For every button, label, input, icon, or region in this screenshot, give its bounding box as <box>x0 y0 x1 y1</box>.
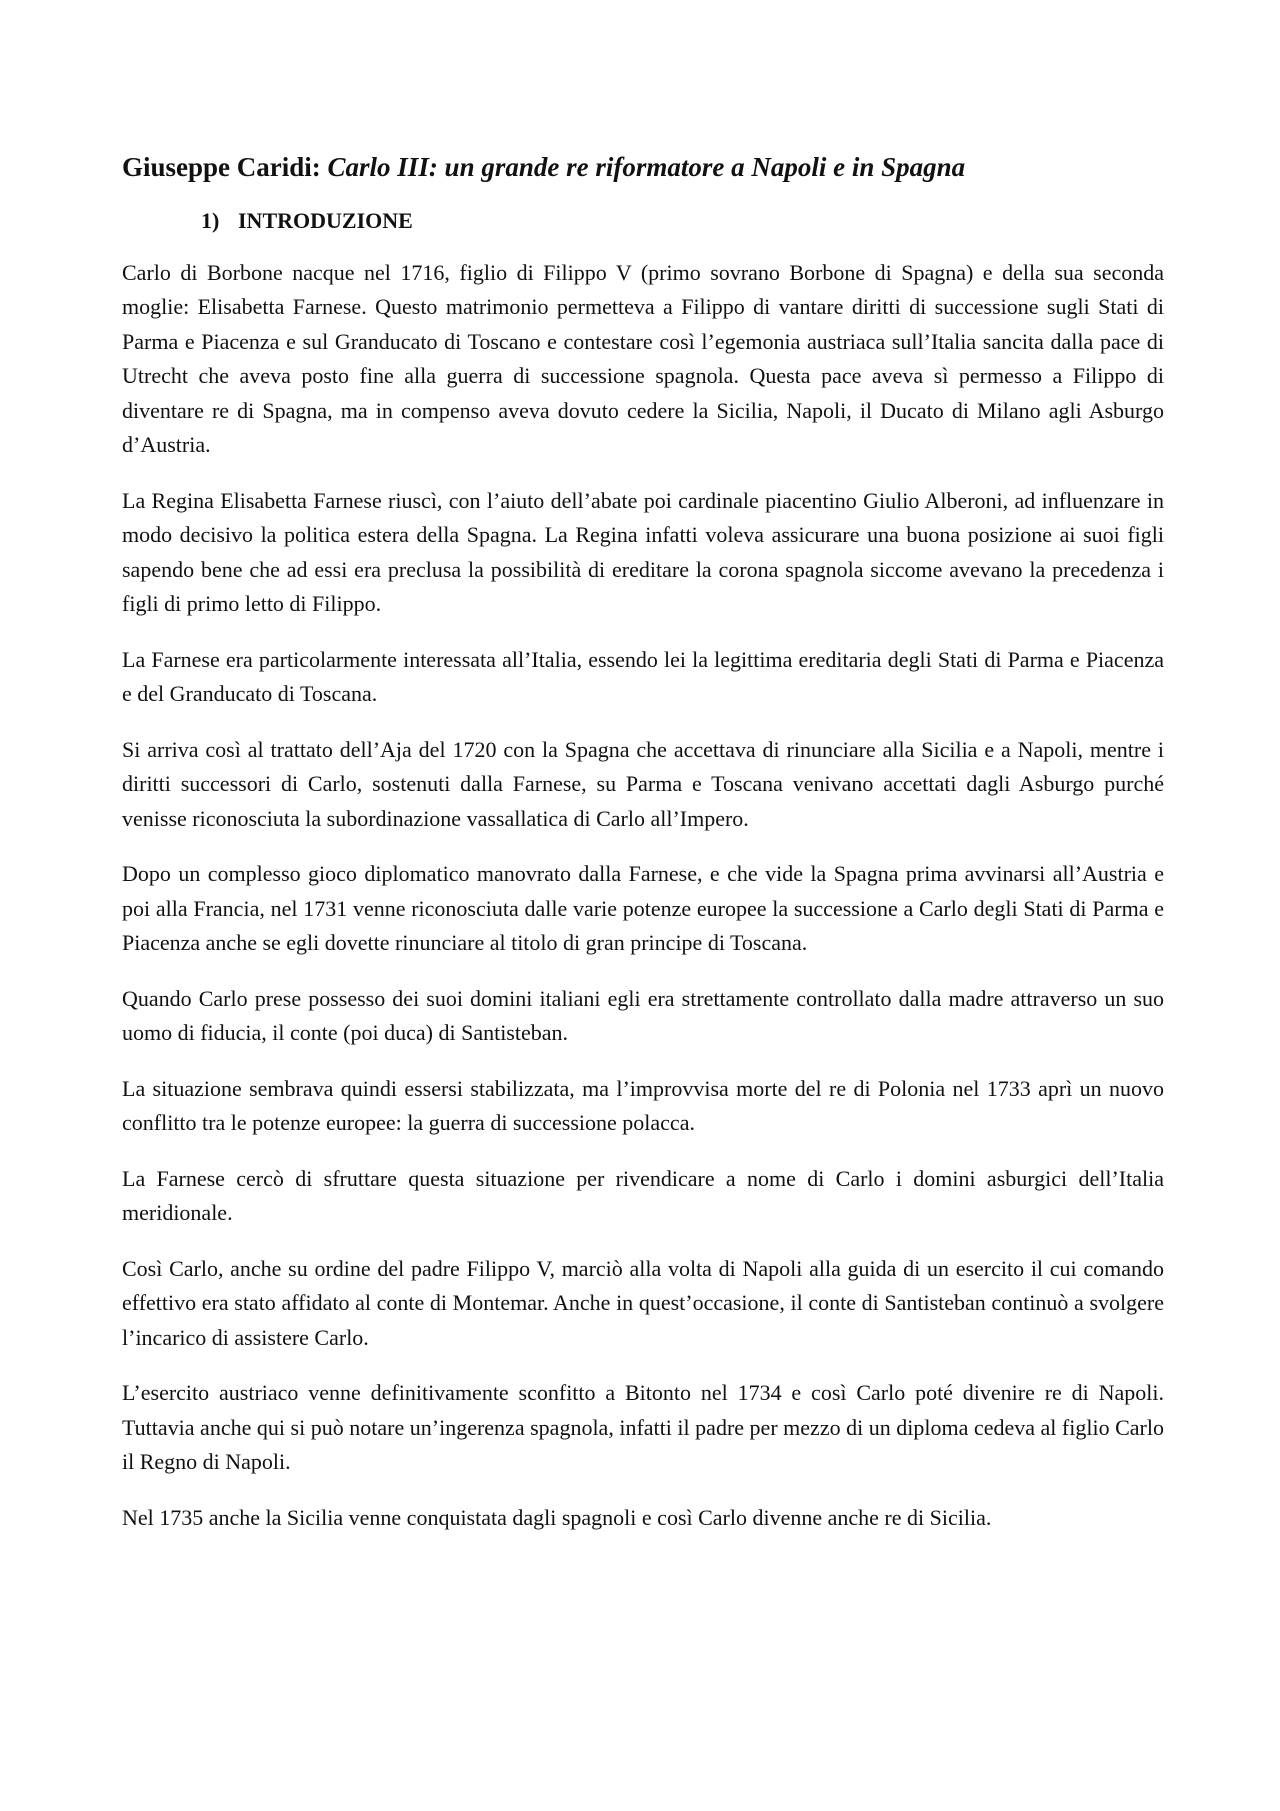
paragraph: L’esercito austriaco venne definitivamente sconfitto a Bitonto nel 1734 e così Carlo poté divenire re di Napoli. Tuttavia anche qui si può notare un’ingerenza spagnola, infatti il padre per mezzo di un diploma cedeva al figlio Carlo il Regno di Napoli. <box>122 1380 1164 1475</box>
paragraph: Così Carlo, anche su ordine del padre Filippo V, marciò alla volta di Napoli alla guida di un esercito il cui comando effettivo era stato affidato al conte di Montemar. Anche in quest’occasione, il conte di Santisteban continuò a svolgere l’incarico di assistere Carlo. <box>122 1255 1164 1350</box>
section-number: 1) <box>201 208 220 234</box>
title-author: Giuseppe Caridi: <box>122 152 321 182</box>
paragraph: La Farnese era particolarmente interessata all’Italia, essendo lei la legittima ereditaria degli Stati di Parma e Piacenza e del Granducato di Toscana. <box>122 646 1164 707</box>
title-work: Carlo III: un grande re riformatore a Napoli e in Spagna <box>327 152 966 182</box>
document-title <box>122 150 1164 185</box>
section-heading <box>201 207 1164 236</box>
document-page <box>122 150 1164 1556</box>
paragraph: Carlo di Borbone nacque nel 1716, figlio di Filippo V (primo sovrano Borbone di Spagna) e della sua seconda moglie: Elisabetta Farnese. Questo matrimonio permetteva a Filippo di vantare diritti di successione sugli Stati di Parma e Piacenza e sul Granducato di Toscano e contestare così l’egemonia austriaca sull’Italia sancita dalla pace di Utrecht che aveva posto fine alla guerra di successione spagnola. Questa pace aveva sì permesso a Filippo di diventare re di Spagna, ma in compenso aveva dovuto cedere la Sicilia, Napoli, il Ducato di Milano agli Asburgo d’Austria. <box>122 259 1164 458</box>
paragraph: La situazione sembrava quindi essersi stabilizzata, ma l’improvvisa morte del re di Polonia nel 1733 aprì un nuovo conflitto tra le potenze europee: la guerra di successione polacca. <box>122 1075 1164 1136</box>
paragraph: La Regina Elisabetta Farnese riuscì, con l’aiuto dell’abate poi cardinale piacentino Giulio Alberoni, ad influenzare in modo decisivo la politica estera della Spagna. La Regina infatti voleva assicurare una buona posizione ai suoi figli sapendo bene che ad essi era preclusa la possibilità di ereditare la corona spagnola siccome avevano la precedenza i figli di primo letto di Filippo. <box>122 487 1164 617</box>
paragraph: Dopo un complesso gioco diplomatico manovrato dalla Farnese, e che vide la Spagna prima avvinarsi all’Austria e poi alla Francia, nel 1731 venne riconosciuta dalle varie potenze europee la successione a Carlo degli Stati di Parma e Piacenza anche se egli dovette rinunciare al titolo di gran principe di Toscana. <box>122 861 1164 956</box>
section-heading-text: INTRODUZIONE <box>238 208 413 234</box>
paragraph: Si arriva così al trattato dell’Aja del 1720 con la Spagna che accettava di rinunciare alla Sicilia e a Napoli, mentre i diritti successori di Carlo, sostenuti dalla Farnese, su Parma e Toscana venivano accettati dagli Asburgo purché venisse riconosciuta la subordinazione vassallatica di Carlo all’Impero. <box>122 736 1164 831</box>
paragraph: Quando Carlo prese possesso dei suoi domini italiani egli era strettamente controllato dalla madre attraverso un suo uomo di fiducia, il conte (poi duca) di Santisteban. <box>122 985 1164 1046</box>
paragraph: Nel 1735 anche la Sicilia venne conquistata dagli spagnoli e così Carlo divenne anche re di Sicilia. <box>122 1504 992 1530</box>
paragraph: La Farnese cercò di sfruttare questa situazione per rivendicare a nome di Carlo i domini asburgici dell’Italia meridionale. <box>122 1165 1164 1226</box>
